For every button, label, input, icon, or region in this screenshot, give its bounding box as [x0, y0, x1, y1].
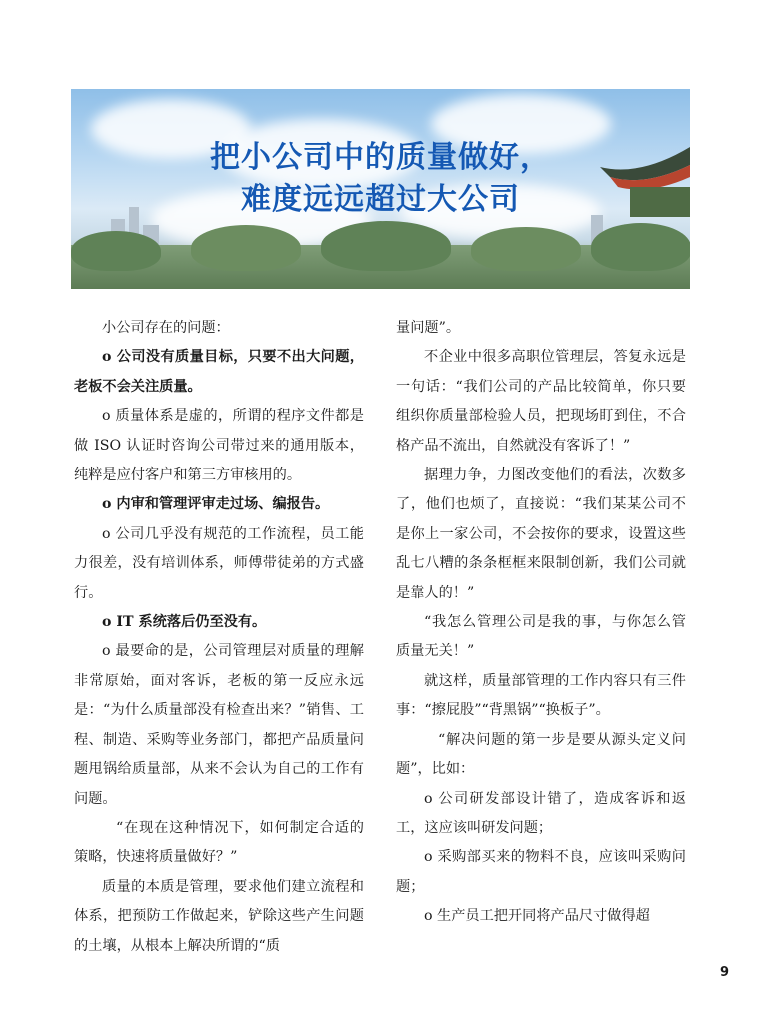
- page-number: 9: [719, 965, 729, 980]
- paragraph: o 采购部买来的物料不良，应该叫采购问题；: [396, 849, 686, 895]
- tree-shape: [191, 225, 301, 271]
- paragraph: o 公司研发部设计错了，造成客诉和返工，这应该叫研发问题；: [396, 790, 686, 836]
- paragraph: o 质量体系是虚的，所谓的程序文件都是做 ISO 认证时咨询公司带过来的通用版本，纯粹是应付客户和第三方审核用的。: [74, 408, 364, 484]
- left-column: [74, 314, 364, 961]
- paragraph: o IT 系统落后仍至没有。: [102, 614, 267, 631]
- paragraph: o 公司没有质量目标，只要不出大问题，老板不会关注质量。: [74, 349, 364, 395]
- title-line-2: 难度远远超过大公司: [241, 182, 520, 217]
- paragraph: “在现在这种情况下，如何制定合适的策略，快速将质量做好？”: [74, 819, 364, 866]
- tree-shape: [71, 231, 161, 271]
- paragraph: 质量的本质是管理，要求他们建立流程和体系，把预防工作做起来，铲除这些产生问题的土壤，从根本上解决所谓的“质: [74, 878, 364, 954]
- paragraph: o 生产员工把开同将产品尺寸做得超: [424, 908, 650, 925]
- paragraph: “我怎么管理公司是我的事，与你怎么管质量无关！”: [396, 614, 686, 660]
- right-column: [396, 314, 686, 932]
- header-banner: [71, 89, 690, 289]
- tree-shape: [321, 221, 451, 271]
- paragraph: 就这样，质量部管理的工作内容只有三件事：“擦屁股”“背黑锅”“换板子”。: [396, 672, 686, 719]
- paragraph: 小公司存在的问题：: [102, 320, 230, 336]
- paragraph: o 公司几乎没有规范的工作流程，员工能力很差，没有培训体系，师傅带徒弟的方式盛行。: [74, 525, 364, 601]
- tree-shape: [591, 223, 690, 271]
- paragraph: o 内审和管理评审走过场、编报告。: [102, 496, 330, 513]
- page-title: [71, 137, 690, 221]
- tree-shape: [471, 227, 581, 271]
- paragraph: “解决问题的第一步是要从源头定义问题”，比如：: [396, 731, 686, 778]
- paragraph: o 最要命的是，公司管理层对质量的理解非常原始，面对客诉，老板的第一反应永远是：“为什么质量部没有检查出来？”销售、工程、制造、采购等业务部门，都把产品质量问题甩锅给质量部，从来不会认为自己的工作有问题。: [74, 643, 364, 807]
- title-line-1: 把小公司中的质量做好，: [210, 140, 551, 175]
- paragraph: 据理力争，力图改变他们的看法，次数多了，他们也烦了，直接说：“我们某某公司不是你上一家公司，不会按你的要求，设置这些乱七八糟的条条框框来限制创新，我们公司就是靠人的！”: [396, 467, 686, 601]
- paragraph: 不企业中很多高职位管理层，答复永远是一句话：“我们公司的产品比较简单，你只要组织你质量部检验人员，把现场盯到住，不合格产品不流出，自然就没有客诉了！”: [396, 349, 686, 454]
- paragraph: 量问题”。: [396, 320, 461, 336]
